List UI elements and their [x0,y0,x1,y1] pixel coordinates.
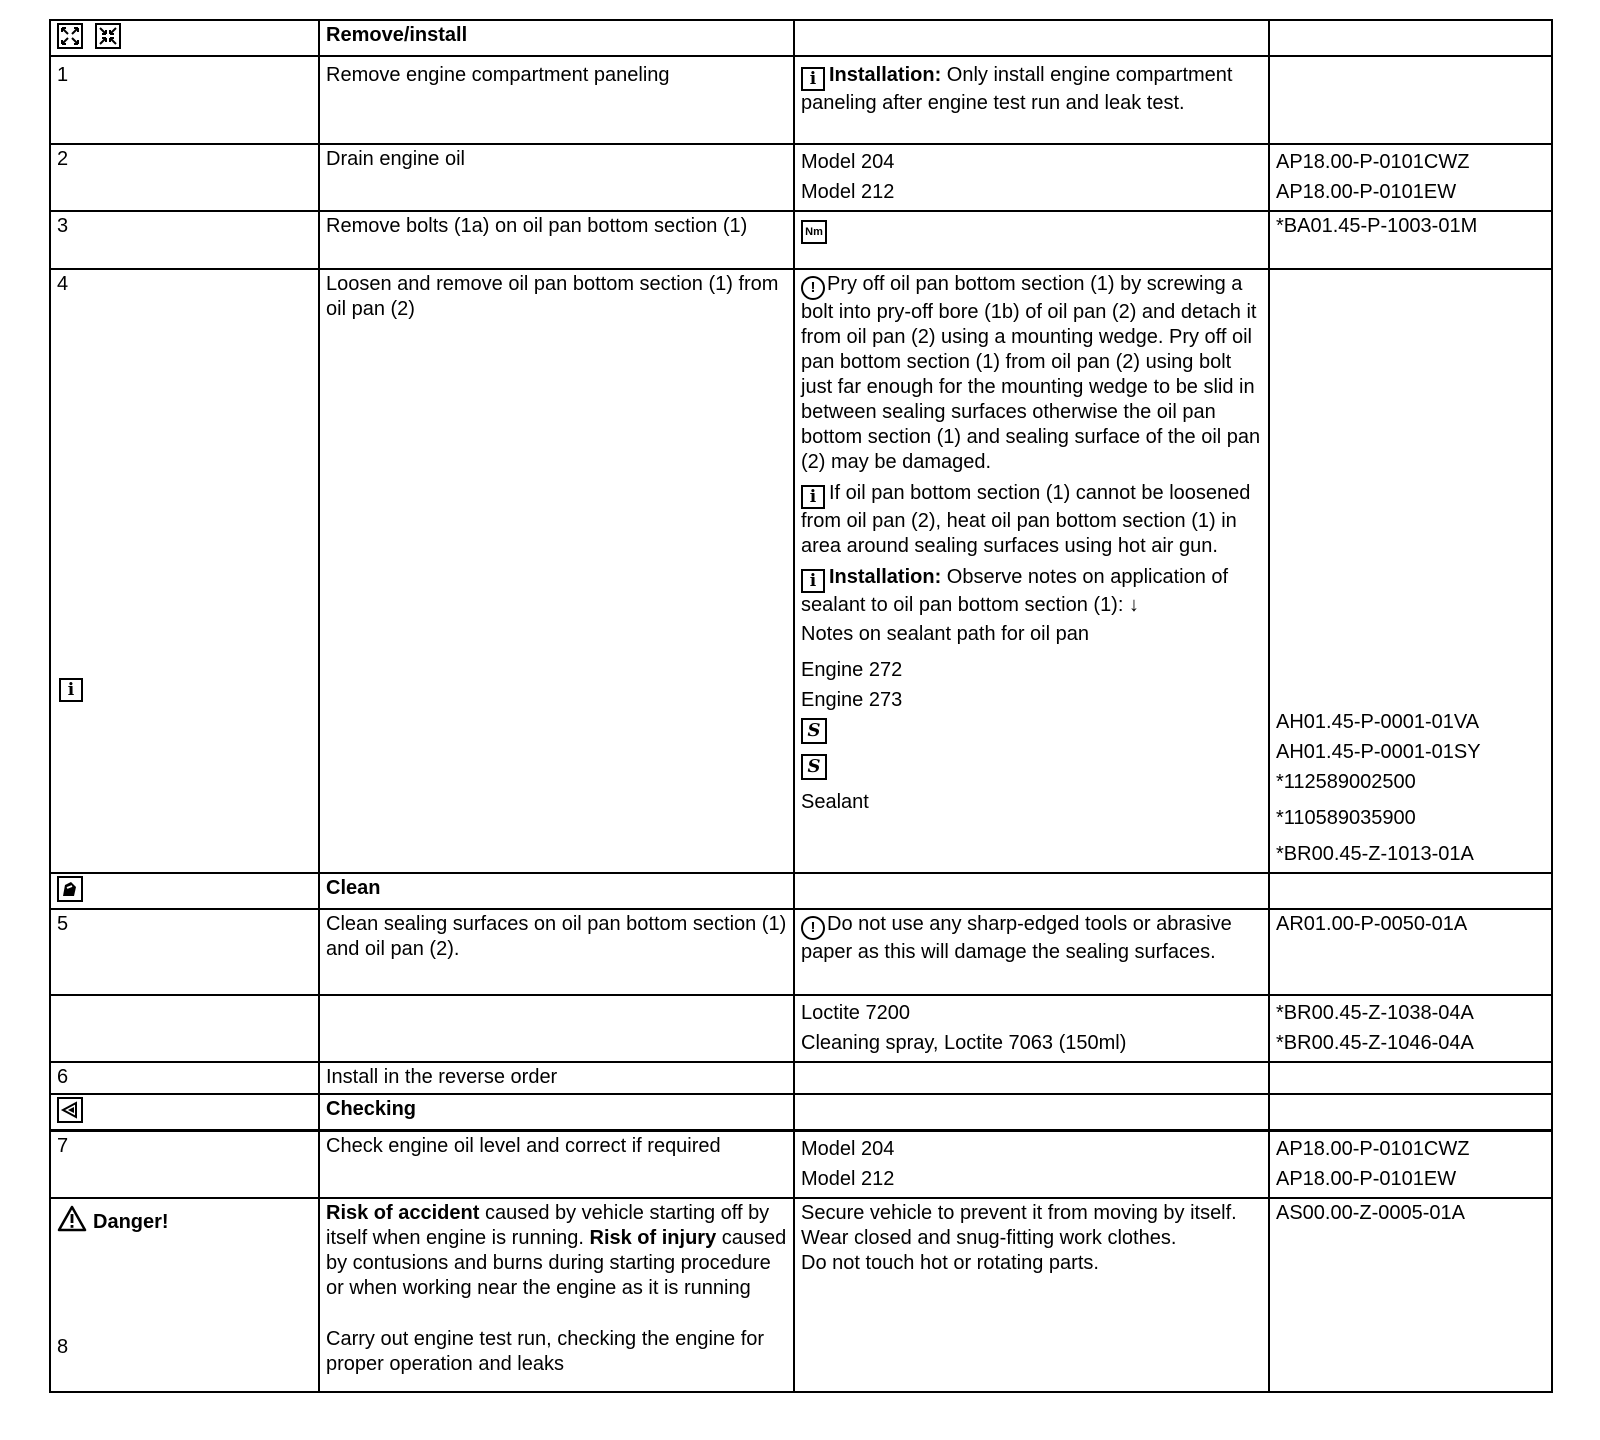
step-number-cell [50,269,319,873]
step-action: Remove bolts (1a) on oil pan bottom section (1) [319,211,794,269]
step-number: 8 [57,1335,69,1358]
sealant-label: Sealant [801,791,869,813]
tool-reference-link[interactable]: *112589002500 [1276,771,1416,793]
special-tool-icon[interactable]: S [801,718,827,744]
install-icon [95,23,121,49]
info-note [801,481,1262,559]
table-row-section [50,873,1552,909]
step-action-cell [319,1198,794,1392]
risk-accident-text: caused by vehicle starting off by itself when engine is running. [326,1201,770,1249]
safety-measure: Do not touch hot or rotating parts. [801,1251,1099,1274]
step-action: Drain engine oil [319,144,794,211]
engine-label: Engine 273 [801,689,903,711]
step-refs [1269,1130,1552,1198]
warning-triangle-icon [57,1205,87,1232]
remove-icon [57,23,83,49]
table-row [50,1130,1552,1198]
info-text: If oil pan bottom section (1) cannot be loosened from oil pan (2), heat oil pan bottom section (1) in area around sealing surfaces using hot air gun. [801,482,1251,557]
engine-label: Engine 272 [801,659,903,681]
step-number: 3 [50,211,319,269]
table-row [50,909,1552,995]
header-empty-cell-4 [1269,20,1552,56]
step-number: 5 [50,909,319,995]
step-note [794,144,1269,211]
table-row [50,1198,1552,1392]
material-label: Loctite 7200 [801,1002,910,1024]
doc-reference-link[interactable]: *BR00.45-Z-1046-04A [1276,1032,1474,1054]
special-tool-icon[interactable]: S [801,754,827,780]
section-empty-cell [794,873,1269,909]
doc-reference-link[interactable]: AP18.00-P-0101CWZ [1276,1137,1470,1160]
checking-icon-cell [50,1094,319,1130]
empty-cell [1269,1062,1552,1094]
doc-reference-link[interactable]: *BR00.45-Z-1013-01A [1276,843,1474,865]
step-number: 2 [50,144,319,211]
step-action: Check engine oil level and correct if required [319,1130,794,1198]
doc-reference-link[interactable]: AS00.00-Z-0005-01A [1269,1198,1552,1392]
installation-text: Observe notes on application of sealant to oil pan bottom section (1): [801,566,1229,616]
section-empty-cell [1269,1094,1552,1130]
danger-heading [57,1205,312,1235]
risk-injury-text: caused by contusions and burns during starting procedure or when working near the engine as it is running [326,1226,787,1299]
step-refs [1269,144,1552,211]
step-number: 1 [50,56,319,144]
empty-cell [319,995,794,1062]
checking-icon [57,1097,83,1123]
step-note [794,56,1269,144]
step-action: Install in the reverse order [319,1062,794,1094]
step-ref-empty [1269,56,1552,144]
table-row-section [50,1094,1552,1130]
empty-cell [50,995,319,1062]
model-label: Model 204 [801,1137,895,1160]
info-icon: i [801,67,825,91]
clean-icon [57,876,83,902]
step-action: Remove engine compartment paneling [319,56,794,144]
model-label: Model 204 [801,151,895,173]
installation-label: Installation: [829,64,942,86]
section-title-clean: Clean [319,873,794,909]
caution-note [801,272,1262,475]
section-empty-cell [1269,873,1552,909]
clean-icon-cell [50,873,319,909]
header-icons-cell [50,20,319,56]
step-action: Loosen and remove oil pan bottom section (1) from oil pan (2) [319,269,794,873]
table-row [50,144,1552,211]
step-number: 7 [50,1130,319,1198]
safety-measure: Secure vehicle to prevent it from moving by itself. [801,1201,1237,1224]
step-note [794,269,1269,873]
info-icon: i [59,678,83,702]
procedure-table [49,19,1553,1393]
safety-measures [794,1198,1269,1392]
risk-injury-label: Risk of injury [589,1226,717,1249]
table-row [50,269,1552,873]
empty-cell [794,1062,1269,1094]
tool-row [801,715,1262,751]
table-row-header [50,20,1552,56]
section-title-remove-install: Remove/install [319,20,794,56]
torque-icon[interactable]: Nm [801,220,827,244]
step-number: 6 [50,1062,319,1094]
doc-reference-link[interactable]: AH01.45-P-0001-01SY [1276,741,1481,763]
step-refs [1269,995,1552,1062]
doc-reference-link[interactable]: AP18.00-P-0101EW [1276,181,1457,203]
caution-icon: ! [801,916,825,940]
table-row [50,995,1552,1062]
tool-row [801,751,1262,787]
caution-text: Pry off oil pan bottom section (1) by screwing a bolt into pry-off bore (1b) of oil pan (2) and detach it from oil pan (2) using a mounting wedge. Pry off oil pan bottom section (1) from oil pan (2) using bolt just far enough for the mounting wedge to be slid in between sealing surfaces otherwise the oil pan bottom section (1) and sealing surface of the oil pan (2) may be damaged. [801,273,1261,473]
step-action: Clean sealing surfaces on oil pan bottom section (1) and oil pan (2). [319,909,794,995]
doc-reference-link[interactable]: *BA01.45-P-1003-01M [1269,211,1552,269]
safety-measure: Wear closed and snug-fitting work clothes. [801,1226,1177,1249]
info-icon: i [801,569,825,593]
installation-text: Only install engine compartment paneling after engine test run and leak test. [801,64,1233,114]
table-row [50,211,1552,269]
installation-note [801,565,1262,618]
danger-label: Danger! [93,1210,169,1233]
step-note [794,211,1269,269]
installation-label: Installation: [829,566,942,588]
info-icon: i [801,485,825,509]
doc-reference-link[interactable]: AP18.00-P-0101EW [1276,1167,1457,1190]
risk-accident-label: Risk of accident [326,1201,480,1224]
model-label: Model 212 [801,1167,895,1190]
sealant-notes-link[interactable]: Notes on sealant path for oil pan [801,623,1089,645]
doc-reference-link[interactable]: AP18.00-P-0101CWZ [1276,151,1470,173]
doc-reference-link[interactable]: AR01.00-P-0050-01A [1269,909,1552,995]
doc-reference-link[interactable]: AH01.45-P-0001-01VA [1276,711,1480,733]
risk-text [326,1201,787,1327]
table-row [50,56,1552,144]
tool-reference-link[interactable]: *110589035900 [1276,807,1416,829]
model-label: Model 212 [801,181,895,203]
step-note [794,995,1269,1062]
doc-reference-link[interactable]: *BR00.45-Z-1038-04A [1276,1002,1474,1024]
danger-cell [50,1198,319,1392]
header-empty-cell-3 [794,20,1269,56]
step-note [794,1130,1269,1198]
step-note [794,909,1269,995]
step-refs [1269,269,1552,873]
table-row [50,1062,1552,1094]
section-title-checking: Checking [319,1094,794,1130]
step-number: 4 [57,273,69,295]
material-label: Cleaning spray, Loctite 7063 (150ml) [801,1032,1127,1054]
section-empty-cell [794,1094,1269,1130]
step-action: Carry out engine test run, checking the engine for proper operation and leaks [326,1327,765,1375]
caution-text: Do not use any sharp-edged tools or abrasive paper as this will damage the sealing surfaces. [801,913,1232,963]
arrow-down-icon[interactable]: ↓ [1128,594,1139,616]
caution-icon: ! [801,276,825,300]
